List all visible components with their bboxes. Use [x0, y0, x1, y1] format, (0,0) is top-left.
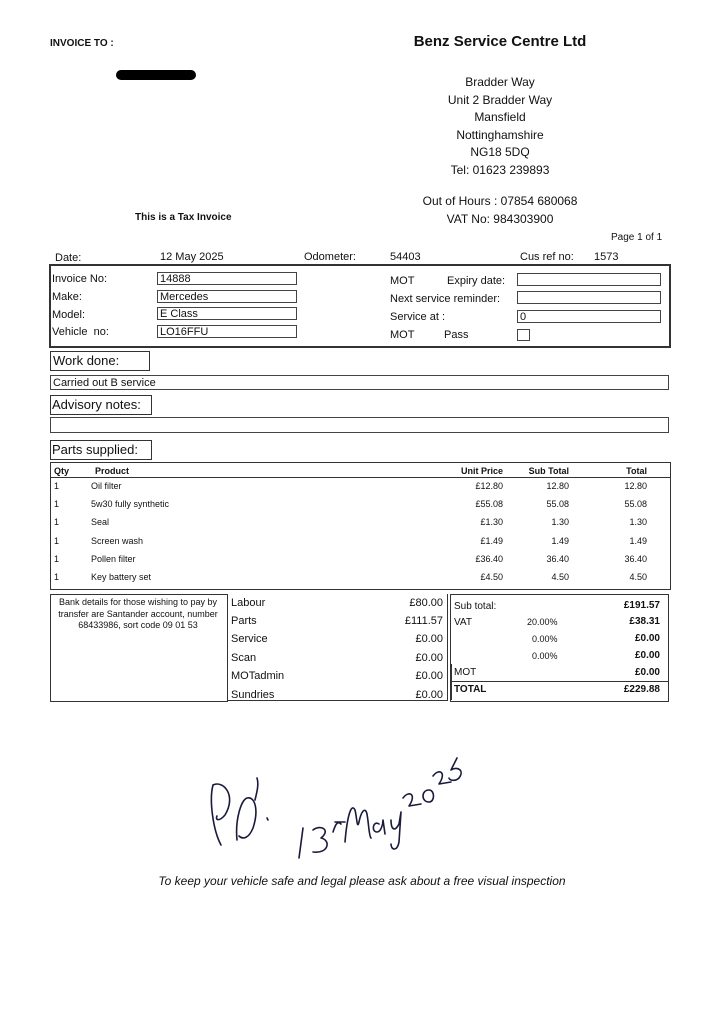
part-qty: 1	[54, 554, 60, 564]
part-sub-total: 36.40	[546, 554, 569, 564]
cus-ref-label: Cus ref no:	[520, 251, 574, 263]
parts-label: Parts supplied:	[52, 442, 138, 457]
rate-2: 0.00%	[532, 634, 558, 644]
part-total: 55.08	[624, 499, 647, 509]
tax-invoice-label: This is a Tax Invoice	[135, 212, 232, 223]
footer-note: To keep your vehicle safe and legal please ask about a free visual inspection	[158, 874, 566, 888]
work-done-field[interactable]: Carried out B service	[50, 375, 669, 390]
expiry-date-field[interactable]	[517, 273, 661, 286]
advisory-label: Advisory notes:	[52, 397, 141, 412]
parts-header-divider	[50, 477, 670, 478]
motadmin-charge-value: £0.00	[415, 670, 443, 682]
out-of-hours: Out of Hours : 07854 680068	[422, 194, 578, 208]
part-unit-price: £12.80	[475, 481, 503, 491]
address-line: NG18 5DQ	[470, 145, 530, 159]
vat-rate: 20.00%	[527, 617, 558, 627]
part-qty: 1	[54, 499, 60, 509]
value-2: £0.00	[634, 633, 660, 644]
make-field[interactable]: Mercedes	[157, 290, 297, 303]
address-line: Tel: 01623 239893	[450, 162, 550, 177]
handwritten-signature	[195, 740, 475, 870]
date-value: 12 May 2025	[160, 251, 224, 263]
qty-header: Qty	[54, 466, 70, 476]
pass-label: Pass	[444, 329, 469, 341]
invoice-no-field[interactable]: 14888	[157, 272, 297, 285]
invoice-to-label: INVOICE TO :	[50, 38, 114, 49]
totals-divider	[451, 664, 452, 700]
address-line: Unit 2 Bradder Way	[447, 92, 553, 107]
part-qty: 1	[54, 536, 60, 546]
part-total: 1.30	[629, 517, 647, 527]
total-header: Total	[626, 466, 647, 476]
vehicle-no-label: Vehicle no:	[52, 326, 109, 338]
mot-total-label: MOT	[454, 667, 477, 678]
value-3: £0.00	[634, 650, 660, 661]
date-label: Date:	[55, 252, 82, 264]
part-qty: 1	[54, 481, 60, 491]
next-service-field[interactable]	[517, 291, 661, 304]
part-sub-total: 12.80	[546, 481, 569, 491]
part-unit-price: £1.49	[480, 536, 503, 546]
vehicle-no-field[interactable]: LO16FFU	[157, 325, 297, 338]
vat-value: £38.31	[629, 616, 660, 627]
address-line: Mansfield	[474, 110, 526, 124]
parts-table	[50, 462, 671, 590]
part-total: 12.80	[624, 481, 647, 491]
scan-charge-value: £0.00	[415, 652, 443, 664]
mot-pass-label: MOT	[390, 329, 415, 341]
total-label: TOTAL	[454, 684, 487, 695]
parts-charge-label: Parts	[231, 615, 257, 627]
sub-total-header: Sub Total	[528, 466, 569, 476]
odometer-label: Odometer:	[304, 251, 356, 263]
total-value: £229.88	[623, 684, 660, 695]
part-sub-total: 1.49	[551, 536, 569, 546]
labour-value: £80.00	[409, 597, 443, 609]
part-product: Pollen filter	[91, 554, 136, 564]
redacted-name	[116, 70, 196, 80]
company-address	[400, 74, 600, 179]
service-charge-label: Service	[231, 633, 268, 645]
part-product: 5w30 fully synthetic	[91, 499, 170, 509]
mot-label: MOT	[390, 275, 415, 287]
expiry-date-label: Expiry date:	[447, 275, 506, 287]
odometer-value: 54403	[390, 251, 421, 263]
bank-details: Bank details for those wishing to pay by transfer are Santander account, number 68433986, sort code 09 01 53	[58, 597, 218, 630]
address-line: Nottinghamshire	[456, 127, 544, 142]
charges-box	[227, 594, 448, 701]
part-unit-price: £36.40	[475, 554, 503, 564]
part-qty: 1	[54, 572, 60, 582]
sundries-charge-value: £0.00	[415, 689, 443, 701]
service-charge-value: £0.00	[415, 633, 443, 645]
part-product: Key battery set	[91, 572, 152, 582]
vat-label: VAT	[454, 617, 472, 628]
part-sub-total: 55.08	[546, 499, 569, 509]
part-total: 36.40	[624, 554, 647, 564]
motadmin-charge-label: MOTadmin	[231, 670, 285, 682]
service-at-field[interactable]: 0	[517, 310, 661, 323]
part-qty: 1	[54, 517, 60, 527]
work-done-label: Work done:	[53, 353, 120, 368]
labour-label: Labour	[231, 597, 266, 609]
part-unit-price: £4.50	[480, 572, 503, 582]
unit-price-header: Unit Price	[460, 466, 503, 476]
mot-pass-checkbox[interactable]	[517, 329, 530, 341]
parts-charge-value: £111.57	[404, 615, 443, 627]
page-number: Page 1 of 1	[611, 232, 663, 243]
company-name: Benz Service Centre Ltd	[413, 33, 587, 50]
rate-3: 0.00%	[532, 651, 558, 661]
part-product: Oil filter	[91, 481, 122, 491]
product-header: Product	[95, 466, 130, 476]
invoice-no-label: Invoice No:	[52, 273, 108, 285]
cus-ref-value: 1573	[594, 251, 619, 263]
next-service-label: Next service reminder:	[390, 293, 501, 305]
make-label: Make:	[52, 291, 82, 303]
service-at-label: Service at :	[390, 311, 446, 323]
part-sub-total: 4.50	[551, 572, 569, 582]
part-total: 1.49	[629, 536, 647, 546]
sundries-charge-label: Sundries	[231, 689, 275, 701]
address-line: Bradder Way	[465, 75, 535, 89]
mot-total-value: £0.00	[634, 667, 660, 678]
part-total: 4.50	[629, 572, 647, 582]
vat-number: VAT No: 984303900	[446, 212, 554, 226]
total-divider	[451, 681, 668, 682]
part-unit-price: £55.08	[475, 499, 503, 509]
sub-total-value: £191.57	[623, 600, 660, 611]
scan-charge-label: Scan	[231, 652, 257, 664]
sub-total-label: Sub total:	[454, 601, 497, 612]
part-sub-total: 1.30	[551, 517, 569, 527]
model-label: Model:	[52, 309, 86, 321]
part-product: Screen wash	[91, 536, 144, 546]
model-field[interactable]: E Class	[157, 307, 297, 320]
part-product: Seal	[91, 517, 110, 527]
part-unit-price: £1.30	[480, 517, 503, 527]
advisory-field[interactable]	[50, 417, 669, 433]
